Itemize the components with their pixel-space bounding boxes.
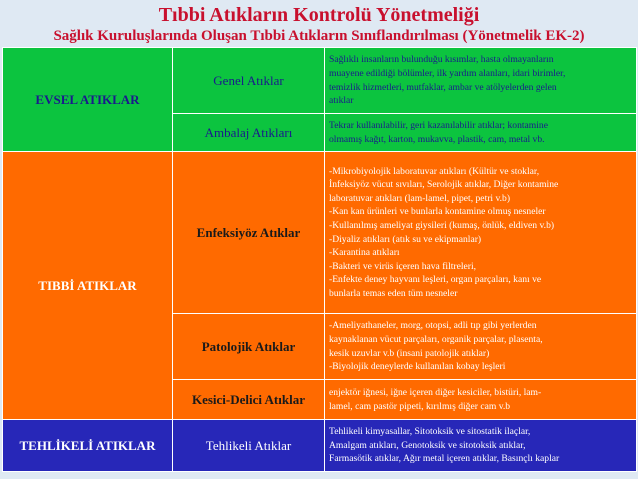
description-line: -Ameliyathaneler, morg, otopsi, adli tıp gibi yerlerden — [329, 320, 537, 332]
description-line: enjektör iğnesi, iğne içeren diğer kesiciler, bistüri, lam- — [329, 386, 542, 398]
description-line: -Biyolojik deneylerde kullanılan kobay leşleri — [329, 361, 506, 373]
description-line: -Enfekte deney hayvanı leşleri, organ parçaları, kanı ve — [329, 274, 542, 286]
table-row-genel-atiklar — [3, 48, 637, 114]
description-line: temizlik hizmetleri, mutfaklar, ambar ve atölyelerden gelen — [329, 81, 557, 93]
table-row-enfeksiyoz-atiklar — [3, 152, 637, 314]
description-line: -Karantina atıkları — [329, 247, 400, 259]
category-tehlikeli: TEHLİKELİ ATIKLAR — [3, 420, 173, 472]
description-line: muayene edildiği bölümler, ilk yardım alanları, idari birimler, — [329, 67, 566, 79]
page-title: Tıbbi Atıkların Kontrolü Yönetmeliği — [158, 4, 480, 26]
description-line: laboratuvar atıkları (lam-lamel, pipet, petri v.b) — [329, 192, 511, 204]
description-line: -Kan kan ürünleri ve bunlarla kontamine olmuş nesneler — [329, 206, 546, 218]
description-line: Sağlıklı insanların bulunduğu kısımlar, hasta olmayanların — [329, 54, 554, 66]
description-line: olmamış kağıt, karton, mukavva, plastik, cam, metal vb. — [329, 133, 545, 145]
table-row-tehlikeli-atiklar — [3, 420, 637, 472]
description-line: İnfeksiyöz vücut sıvıları, Serolojik atıklar, Diğer kontamine — [329, 179, 559, 191]
description-line: bunlarla temas eden tüm nesneler — [329, 287, 458, 299]
description-line: Farmasötik atıklar, Ağır metal içeren atıklar, Basınçlı kaplar — [329, 453, 560, 465]
subcategory-ambalaj-atiklari: Ambalaj Atıkları — [173, 114, 325, 152]
description-tehlikeli-atiklar — [325, 420, 637, 472]
description-line: -Diyaliz atıkları (atık su ve ekipmanlar) — [329, 233, 482, 245]
description-line: -Kullanılmış ameliyat giysileri (kumaş, önlük, eldiven v.b) — [329, 219, 555, 231]
description-kesici-delici-atiklar — [325, 380, 637, 420]
description-line: -Bakteri ve virüs içeren hava filtreleri, — [329, 260, 477, 272]
category-evsel: EVSEL ATIKLAR — [3, 48, 173, 152]
description-line: -Mikrobiyolojik laboratuvar atıkları (Kültür ve stoklar, — [329, 165, 540, 177]
description-line: lamel, cam pastör pipeti, kırılmış diğer cam v.b — [329, 400, 511, 412]
description-line: atıklar — [329, 95, 354, 107]
description-patolojik-atiklar — [325, 314, 637, 380]
category-tibbi: TIBBİ ATIKLAR — [3, 152, 173, 420]
description-genel-atiklar — [325, 48, 637, 114]
description-line: Amalgam atıkları, Genotoksik ve sitotoksik atıklar, — [329, 439, 526, 451]
description-line: Tekrar kullanılabilir, geri kazanılabilir atıklar; kontamine — [329, 119, 548, 131]
description-enfeksiyoz-atiklar — [325, 152, 637, 314]
subcategory-tehlikeli-atiklar: Tehlikeli Atıklar — [173, 420, 325, 472]
description-line: kesik uzuvlar v.b (insani patolojik atıklar) — [329, 347, 490, 359]
waste-classification-table — [2, 47, 637, 472]
page-subtitle: Sağlık Kuruluşlarında Oluşan Tıbbi Atıkların Sınıflandırılması (Yönetmelik EK-2) — [53, 28, 585, 44]
description-ambalaj-atiklari — [325, 114, 637, 152]
subcategory-genel-atiklar: Genel Atıklar — [173, 48, 325, 114]
subcategory-enfeksiyoz-atiklar: Enfeksiyöz Atıklar — [173, 152, 325, 314]
description-line: Tehlikeli kimyasallar, Sitotoksik ve sitostatik ilaçlar, — [329, 426, 531, 438]
subcategory-kesici-delici-atiklar: Kesici-Delici Atıklar — [173, 380, 325, 420]
subcategory-patolojik-atiklar: Patolojik Atıklar — [173, 314, 325, 380]
description-line: kaynaklanan vücut parçaları, organik parçalar, plasenta, — [329, 333, 543, 345]
